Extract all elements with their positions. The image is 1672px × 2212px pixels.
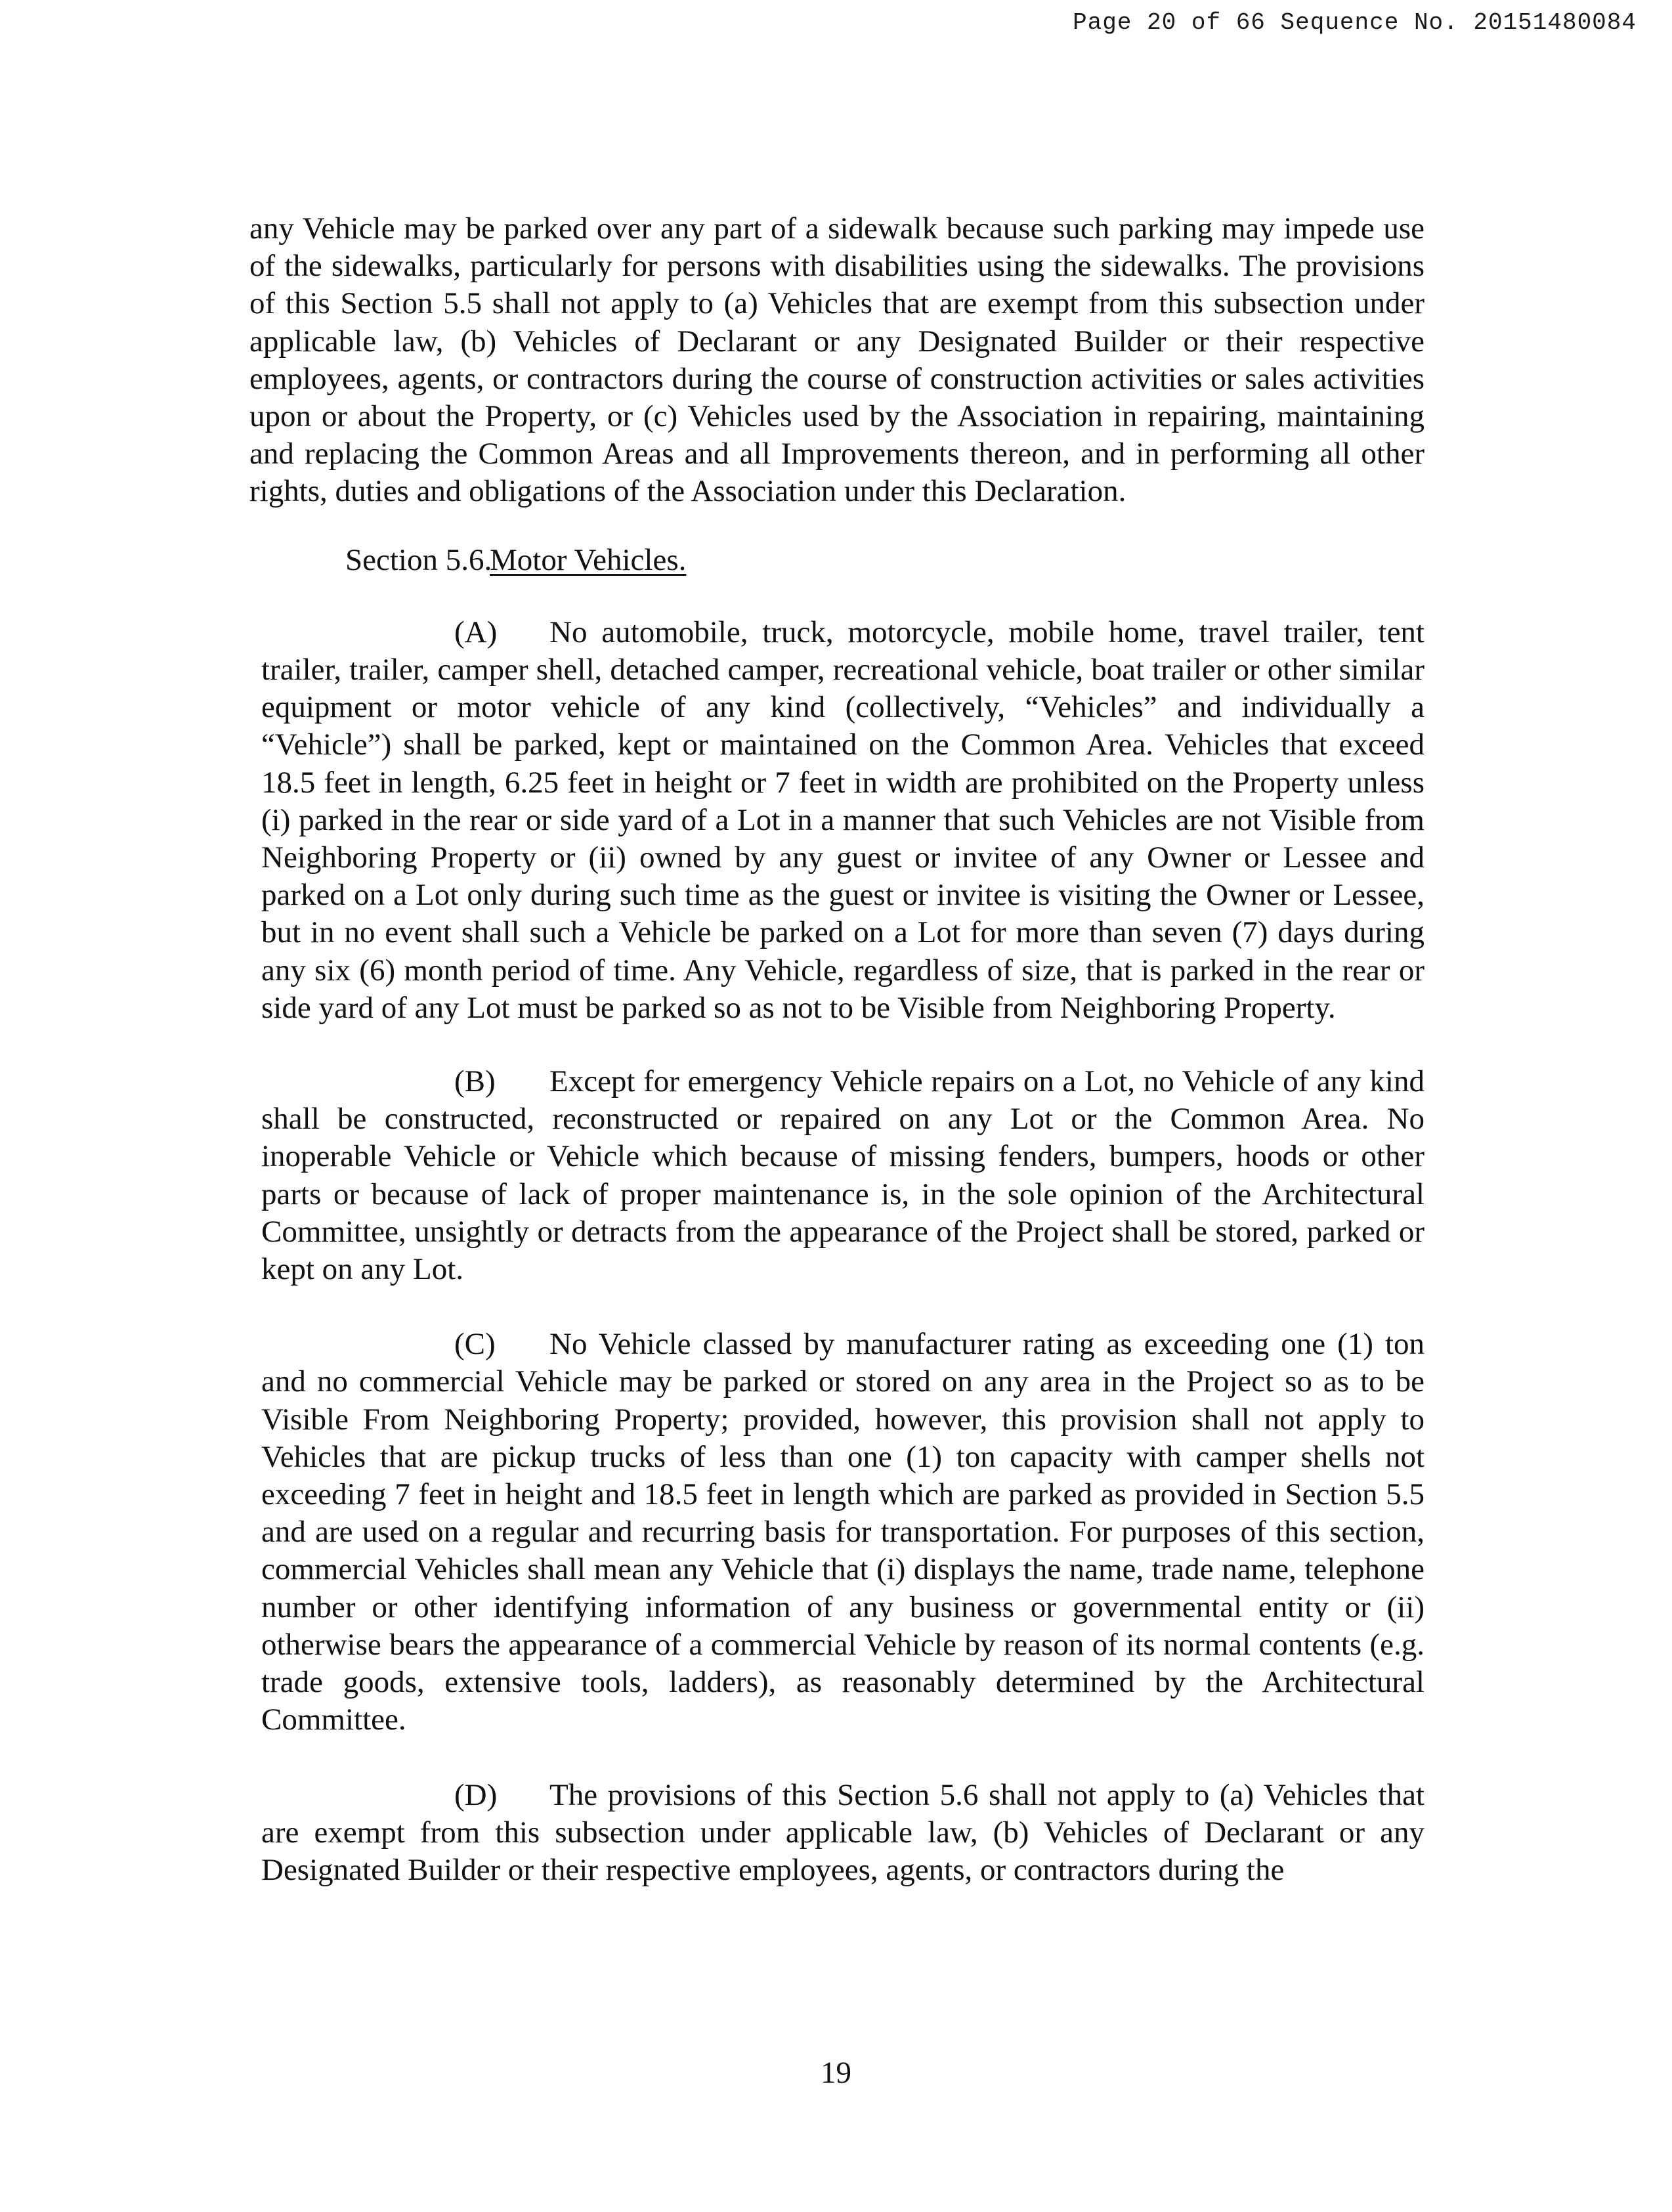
section-number: Section 5.6. xyxy=(345,542,492,577)
subsection-b-label: (B) xyxy=(454,1064,496,1099)
subsection-c-text: No Vehicle classed by manufacturer rating as exceeding one (1) ton and no commercial Vehicle may be parked or stored on any area in the Project so as to be Visible From Neighboring Property; provided, however, this provision shall not apply to Vehicles that are pickup trucks of less than one (1) ton capacity with camper shells not exceeding 7 feet in height and 18.5 feet in length which are parked as provided in Section 5.5 and are used on a regular and recurring basis for transportation. For purposes of this section, commercial Vehicles shall mean any Vehicle that (i) displays the name, trade name, telephone number or other identifying information of any business or governmental entity or (ii) otherwise bears the appearance of a commercial Vehicle by reason of its normal contents (e.g. trade goods, extensive tools, ladders), as reasonably determined by the Architectural Committee. xyxy=(261,1327,1425,1737)
lead-paragraph: any Vehicle may be parked over any part of a sidewalk because such parking may impede use of the sidewalks, particularly for persons with disabilities using the sidewalks. The provisions of this Section 5.5 shall not apply to (a) Vehicles that are exempt from this subsection under applicable law, (b) Vehicles of Declarant or any Designated Builder or their respective employees, agents, or contractors during the course of construction activities or sales activities upon or about the Property, or (c) Vehicles used by the Association in repairing, maintaining and replacing the Common Areas and all Improvements thereon, and in performing all other rights, duties and obligations of the Association under this Declaration. xyxy=(249,211,1425,509)
subsection-a-text: No automobile, truck, motorcycle, mobile home, travel trailer, tent trailer, trailer, camper shell, detached camper, recreational vehicle, boat trailer or other similar equipment or motor vehicle of any kind (collectively, “Vehicles” and individually a “Vehicle”) shall be parked, kept or maintained on the Common Area. Vehicles that exceed 18.5 feet in length, 6.25 feet in height or 7 feet in width are prohibited on the Property unless (i) parked in the rear or side yard of a Lot in a manner that such Vehicles are not Visible from Neighboring Property or (ii) owned by any guest or invitee of any Owner or Lessee and parked on a Lot only during such time as the guest or invitee is visiting the Owner or Lessee, but in no event shall such a Vehicle be parked on a Lot for more than seven (7) days during any six (6) month period of time. Any Vehicle, regardless of size, that is parked in the rear or side yard of any Lot must be parked so as not to be Visible from Neighboring Property. xyxy=(261,615,1425,1025)
subsection-c xyxy=(249,1326,1425,1739)
document-body xyxy=(249,210,1425,1889)
section-heading xyxy=(249,542,1425,579)
subsection-a-label: (A) xyxy=(454,615,498,649)
subsection-d-label: (D) xyxy=(454,1777,498,1812)
subsection-d-text: The provisions of this Section 5.6 shall not apply to (a) Vehicles that are exempt from this subsection under applicable law, (b) Vehicles of Declarant or any Designated Builder or their respective employees, agents, or contractors during the xyxy=(261,1777,1425,1887)
section-title: Motor Vehicles. xyxy=(490,542,687,577)
subsection-d xyxy=(249,1777,1425,1890)
subsection-b-text: Except for emergency Vehicle repairs on a Lot, no Vehicle of any kind shall be constructed, reconstructed or repaired on any Lot or the Common Area. No inoperable Vehicle or Vehicle which because of missing fenders, bumpers, hoods or other parts or because of lack of proper maintenance is, in the sole opinion of the Architectural Committee, unsightly or detracts from the appearance of the Project shall be stored, parked or kept on any Lot. xyxy=(261,1064,1425,1287)
subsection-a xyxy=(249,614,1425,1027)
subsection-b xyxy=(249,1063,1425,1288)
page-number: 19 xyxy=(821,2056,851,2090)
subsection-c-label: (C) xyxy=(454,1327,496,1362)
page-sequence-stamp: Page 20 of 66 Sequence No. 20151480084 xyxy=(1073,9,1637,36)
